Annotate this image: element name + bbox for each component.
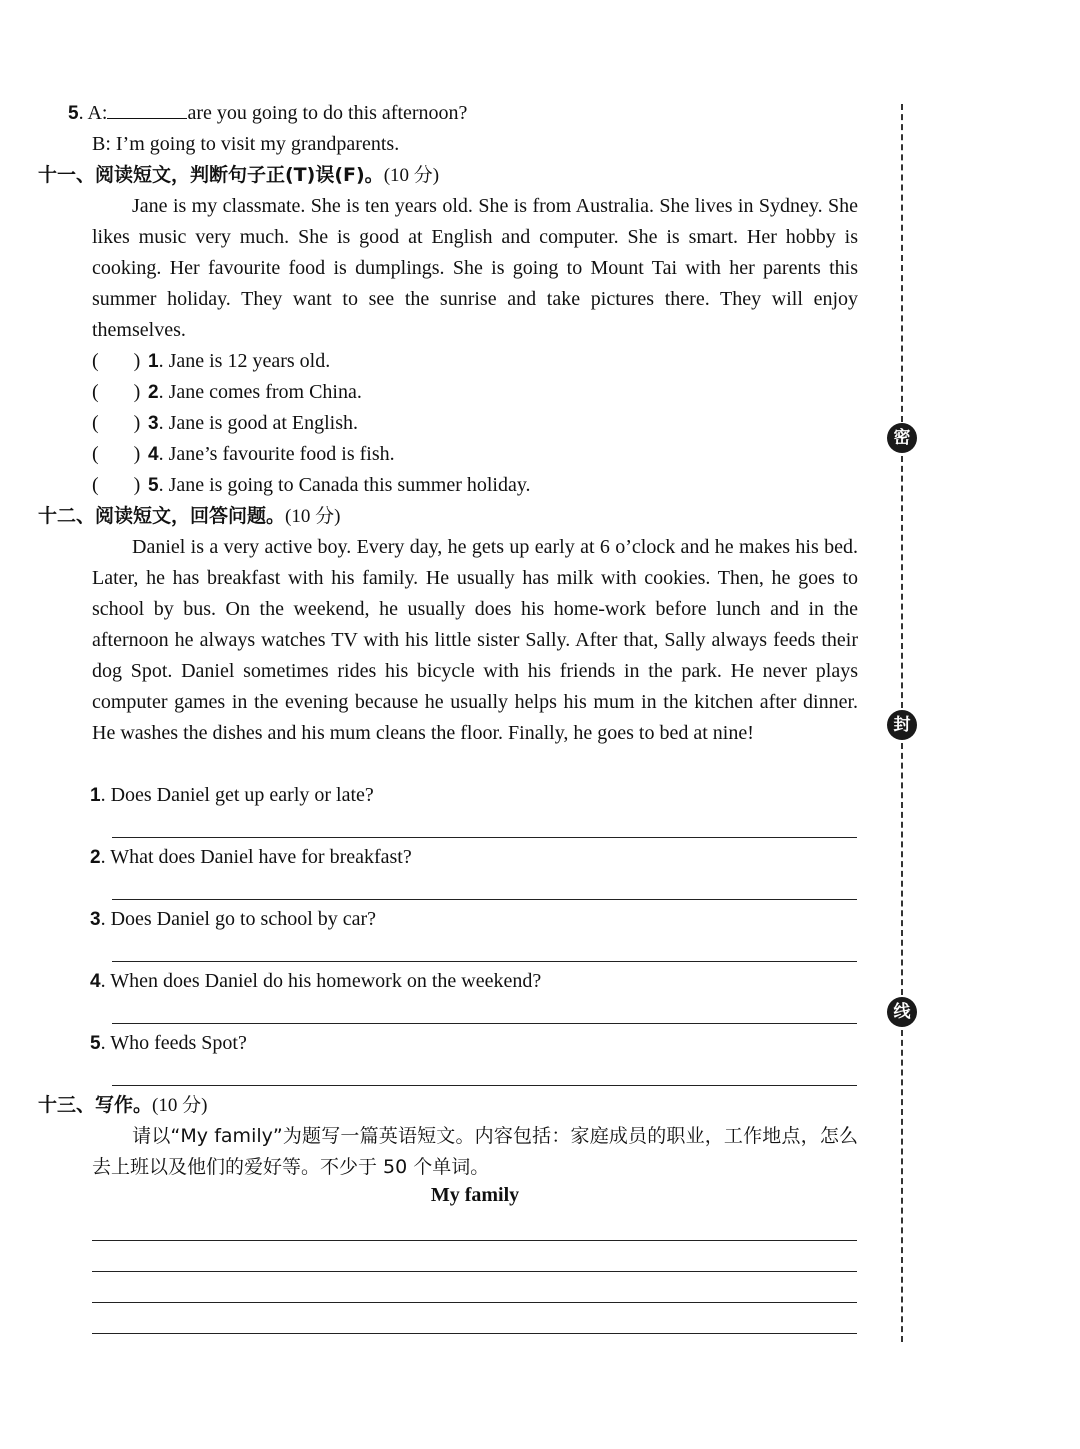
section11-title: 十一、阅读短文，判断句子正(T)误(F)。 — [38, 164, 384, 186]
q5-answer-blank[interactable] — [107, 98, 187, 119]
tf-bracket-5[interactable]: ( ) — [92, 474, 141, 496]
section12-title: 十二、阅读短文，回答问题。 — [38, 505, 286, 527]
section12-passage-text: Daniel is a very active boy. Every day, he gets up early at 6 o’clock and he makes his bed. Later, he has breakfast with his family. He usually has milk with cookies. Then, he goes to school by bus. On the weekend, he usually does his home-work before lunch and in the afternoon he always watches TV with his little sister Sally. After that, Sally always feeds their dog Spot. Daniel sometimes rides his bicycle with his friends in the park. He never plays computer games in the evening because he usually helps his mum in the kitchen after dinner. He washes the dishes and his mum cleans the floor. Finally, he goes to bed at nine! — [92, 536, 858, 744]
tf-bracket-3[interactable]: ( ) — [92, 412, 141, 434]
question-2 — [90, 842, 412, 873]
question-5 — [90, 1028, 247, 1059]
tf-num-1: 1 — [148, 351, 159, 372]
tf-item-2 — [92, 377, 362, 408]
binding-dash-3 — [901, 743, 903, 995]
question-num-1: 1 — [90, 785, 101, 806]
answer-line-4[interactable] — [112, 1023, 857, 1024]
answer-line-3[interactable] — [112, 961, 857, 962]
binding-dash-4 — [901, 1030, 903, 1342]
writing-line-4[interactable] — [92, 1333, 857, 1334]
tf-item-4 — [92, 439, 395, 470]
section13-instruction — [92, 1121, 858, 1183]
answer-line-5[interactable] — [112, 1085, 857, 1086]
section12-passage — [92, 532, 858, 749]
question-3 — [90, 904, 376, 935]
writing-line-1[interactable] — [92, 1240, 857, 1241]
writing-line-3[interactable] — [92, 1302, 857, 1303]
question-text-5: . Who feeds Spot? — [100, 1032, 247, 1054]
binding-dash-2 — [901, 456, 903, 708]
tf-num-3: 3 — [148, 413, 159, 434]
section13-heading — [38, 1090, 207, 1121]
tf-bracket-2[interactable]: ( ) — [92, 381, 141, 403]
section11-heading — [38, 160, 439, 191]
section12-points: (10 分) — [285, 506, 341, 527]
question-text-3: . Does Daniel go to school by car? — [100, 908, 377, 930]
tf-text-4: . Jane’s favourite food is fish. — [158, 443, 395, 465]
question-num-2: 2 — [90, 847, 101, 868]
tf-bracket-4[interactable]: ( ) — [92, 443, 141, 465]
question-num-4: 4 — [90, 971, 101, 992]
q5-a-text: are you going to do this afternoon? — [187, 102, 468, 124]
section13-points: (10 分) — [152, 1095, 208, 1116]
question-1 — [90, 780, 374, 811]
question-text-1: . Does Daniel get up early or late? — [100, 784, 374, 806]
question-num-5: 5 — [90, 1033, 101, 1054]
tf-text-5: . Jane is going to Canada this summer holiday. — [158, 474, 531, 496]
binding-dash-1 — [901, 104, 903, 422]
tf-text-1: . Jane is 12 years old. — [158, 350, 331, 372]
answer-line-2[interactable] — [112, 899, 857, 900]
q5-number: 5 — [68, 103, 79, 124]
tf-bracket-1[interactable]: ( ) — [92, 350, 141, 372]
section11-passage — [92, 191, 858, 346]
tf-num-4: 4 — [148, 444, 159, 465]
question-4 — [90, 966, 541, 997]
section11-points: (10 分) — [383, 165, 440, 186]
q5-line-a — [68, 98, 467, 129]
tf-item-1 — [92, 346, 330, 377]
section13-title: 十三、写作。 — [38, 1094, 153, 1116]
seal-mark-1: 密 — [887, 423, 917, 453]
tf-item-5 — [92, 470, 531, 501]
answer-line-1[interactable] — [112, 837, 857, 838]
seal-mark-2: 封 — [887, 710, 917, 740]
q5-a-prefix: . A: — [78, 102, 108, 124]
section11-passage-text: Jane is my classmate. She is ten years old. She is from Australia. She lives in Sydney. She likes music very much. She is good at English and computer. She is smart. Her hobby is cooking. Her favourite food is dumplings. She is going to Mount Tai with her parents this summer holiday. They want to see the sunrise and take pictures there. They will enjoy themselves. — [92, 195, 858, 341]
tf-text-2: . Jane comes from China. — [158, 381, 362, 403]
writing-title: My family — [430, 1184, 520, 1206]
question-num-3: 3 — [90, 909, 101, 930]
tf-num-5: 5 — [148, 475, 159, 496]
tf-text-3: . Jane is good at English. — [158, 412, 359, 434]
section12-heading — [38, 501, 340, 532]
writing-line-2[interactable] — [92, 1271, 857, 1272]
question-text-2: . What does Daniel have for breakfast? — [100, 846, 412, 868]
tf-item-3 — [92, 408, 358, 439]
section13-instruction-text: 请以“My family”为题写一篇英语短文。内容包括：家庭成员的职业，工作地点，怎么去上班以及他们的爱好等。不少于 50 个单词。 — [92, 1125, 858, 1178]
tf-num-2: 2 — [148, 382, 159, 403]
q5-line-b: B: I’m going to visit my grandparents. — [92, 133, 400, 155]
seal-mark-3: 线 — [887, 997, 917, 1027]
question-text-4: . When does Daniel do his homework on the weekend? — [100, 970, 542, 992]
